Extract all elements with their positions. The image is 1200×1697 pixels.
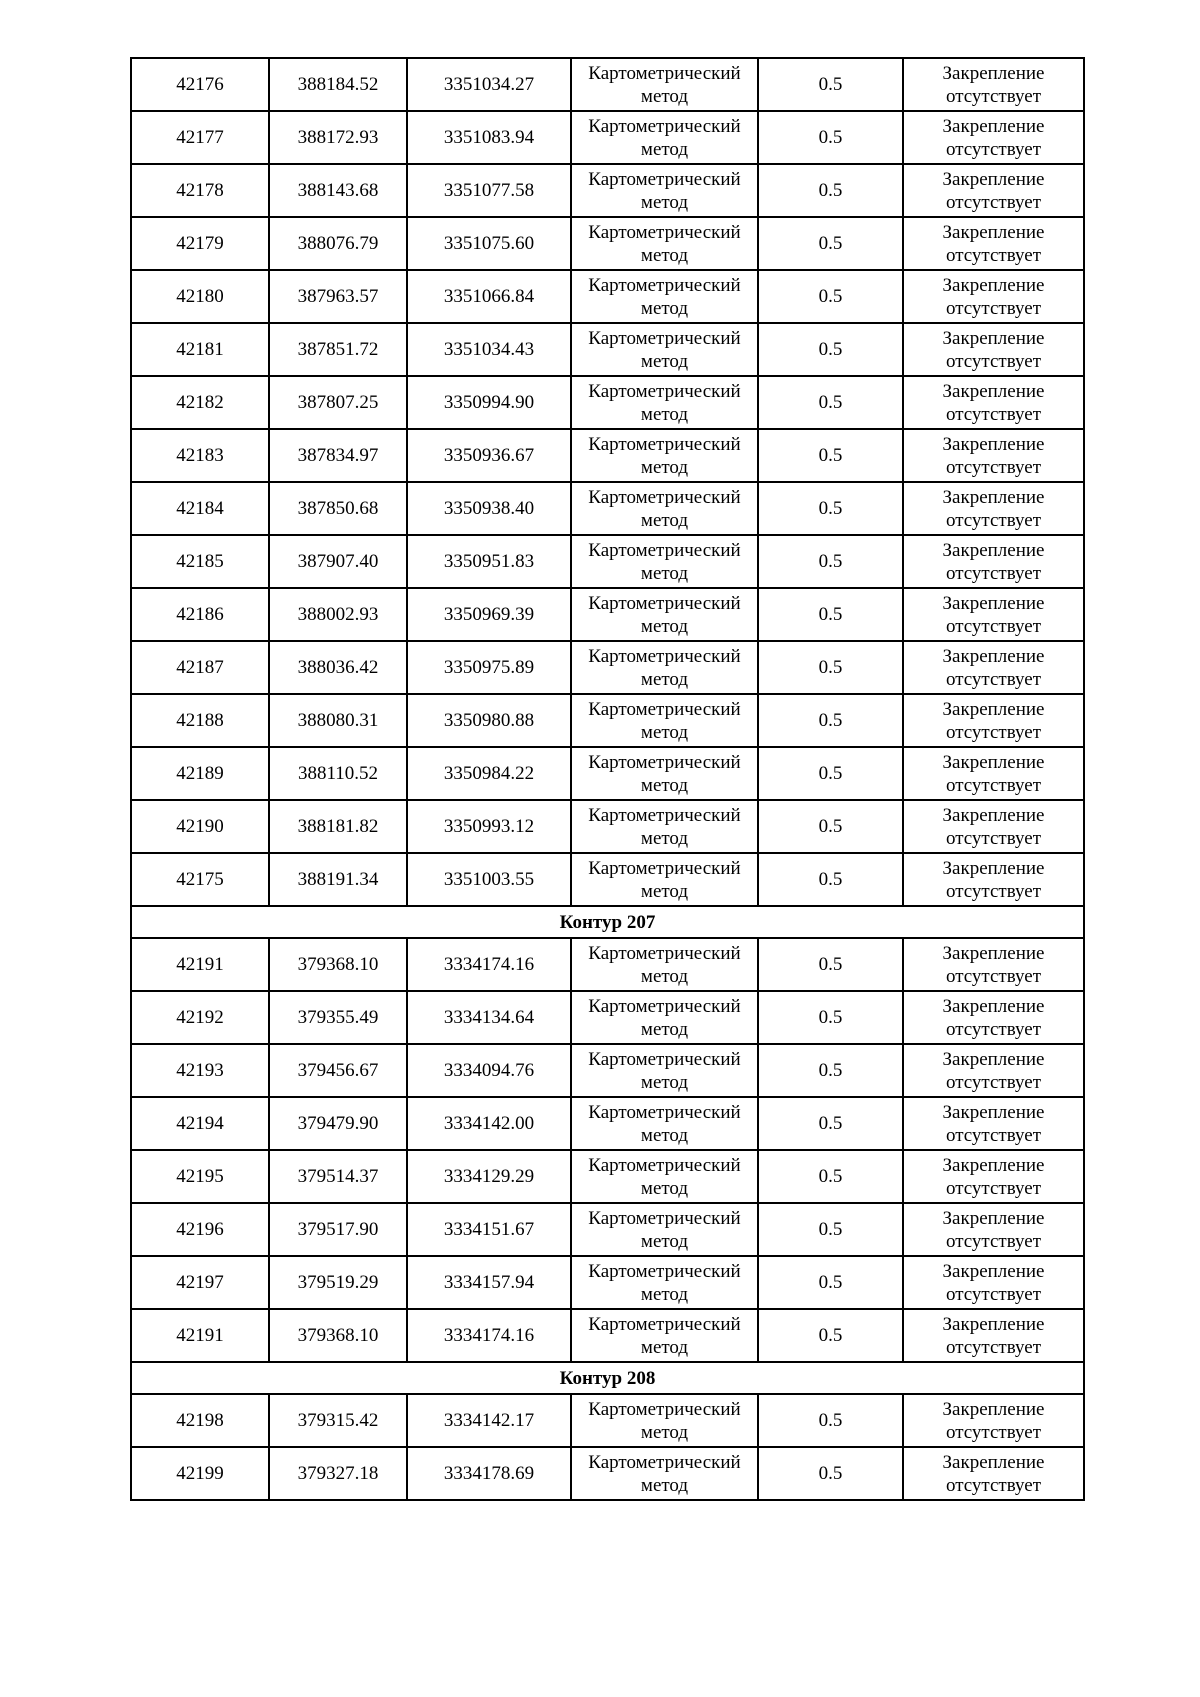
table-row: [131, 270, 1084, 323]
x-coordinate-cell: 387850.68: [269, 482, 407, 535]
y-coordinate-cell: 3350951.83: [407, 535, 571, 588]
fixing-cell: Закрепление отсутствует: [903, 938, 1084, 991]
y-coordinate-cell: 3350980.88: [407, 694, 571, 747]
y-coordinate-cell: 3350936.67: [407, 429, 571, 482]
precision-cell: 0.5: [758, 1309, 903, 1362]
table-row: [131, 641, 1084, 694]
fixing-cell: Закрепление отсутствует: [903, 1394, 1084, 1447]
precision-cell: 0.5: [758, 1203, 903, 1256]
x-coordinate-cell: 387807.25: [269, 376, 407, 429]
x-coordinate-cell: 379479.90: [269, 1097, 407, 1150]
table-row: [131, 535, 1084, 588]
method-cell: Картометрический метод: [571, 376, 758, 429]
method-cell: Картометрический метод: [571, 535, 758, 588]
point-id-cell: 42196: [131, 1203, 269, 1256]
method-cell: Картометрический метод: [571, 1097, 758, 1150]
table-row: [131, 588, 1084, 641]
point-id-cell: 42179: [131, 217, 269, 270]
fixing-cell: Закрепление отсутствует: [903, 853, 1084, 906]
fixing-cell: Закрепление отсутствует: [903, 58, 1084, 111]
precision-cell: 0.5: [758, 1150, 903, 1203]
fixing-cell: Закрепление отсутствует: [903, 1150, 1084, 1203]
precision-cell: 0.5: [758, 58, 903, 111]
precision-cell: 0.5: [758, 1256, 903, 1309]
point-id-cell: 42194: [131, 1097, 269, 1150]
method-cell: Картометрический метод: [571, 991, 758, 1044]
point-id-cell: 42191: [131, 1309, 269, 1362]
table-row: [131, 1203, 1084, 1256]
y-coordinate-cell: 3334151.67: [407, 1203, 571, 1256]
fixing-cell: Закрепление отсутствует: [903, 1447, 1084, 1500]
method-cell: Картометрический метод: [571, 1203, 758, 1256]
x-coordinate-cell: 379368.10: [269, 938, 407, 991]
table-row: [131, 991, 1084, 1044]
method-cell: Картометрический метод: [571, 1447, 758, 1500]
y-coordinate-cell: 3334134.64: [407, 991, 571, 1044]
y-coordinate-cell: 3334142.17: [407, 1394, 571, 1447]
point-id-cell: 42189: [131, 747, 269, 800]
precision-cell: 0.5: [758, 588, 903, 641]
y-coordinate-cell: 3334157.94: [407, 1256, 571, 1309]
precision-cell: 0.5: [758, 800, 903, 853]
fixing-cell: Закрепление отсутствует: [903, 1203, 1084, 1256]
y-coordinate-cell: 3351083.94: [407, 111, 571, 164]
fixing-cell: Закрепление отсутствует: [903, 1309, 1084, 1362]
fixing-cell: Закрепление отсутствует: [903, 747, 1084, 800]
table-row: [131, 694, 1084, 747]
table-row: [131, 853, 1084, 906]
point-id-cell: 42188: [131, 694, 269, 747]
point-id-cell: 42191: [131, 938, 269, 991]
y-coordinate-cell: 3350994.90: [407, 376, 571, 429]
point-id-cell: 42187: [131, 641, 269, 694]
point-id-cell: 42192: [131, 991, 269, 1044]
point-id-cell: 42175: [131, 853, 269, 906]
method-cell: Картометрический метод: [571, 270, 758, 323]
precision-cell: 0.5: [758, 164, 903, 217]
table-row: [131, 1097, 1084, 1150]
method-cell: Картометрический метод: [571, 694, 758, 747]
fixing-cell: Закрепление отсутствует: [903, 164, 1084, 217]
point-id-cell: 42199: [131, 1447, 269, 1500]
point-id-cell: 42184: [131, 482, 269, 535]
fixing-cell: Закрепление отсутствует: [903, 323, 1084, 376]
method-cell: Картометрический метод: [571, 111, 758, 164]
table-row: [131, 1309, 1084, 1362]
method-cell: Картометрический метод: [571, 588, 758, 641]
y-coordinate-cell: 3350938.40: [407, 482, 571, 535]
x-coordinate-cell: 379514.37: [269, 1150, 407, 1203]
table-row: [131, 1150, 1084, 1203]
x-coordinate-cell: 379355.49: [269, 991, 407, 1044]
table-row: [131, 429, 1084, 482]
contour-title: Контур 207: [131, 906, 1084, 938]
precision-cell: 0.5: [758, 641, 903, 694]
method-cell: Картометрический метод: [571, 429, 758, 482]
coordinates-table-body: [131, 58, 1084, 1500]
fixing-cell: Закрепление отсутствует: [903, 1044, 1084, 1097]
point-id-cell: 42180: [131, 270, 269, 323]
method-cell: Картометрический метод: [571, 1394, 758, 1447]
point-id-cell: 42176: [131, 58, 269, 111]
point-id-cell: 42186: [131, 588, 269, 641]
y-coordinate-cell: 3334178.69: [407, 1447, 571, 1500]
table-row: [131, 323, 1084, 376]
x-coordinate-cell: 388076.79: [269, 217, 407, 270]
fixing-cell: Закрепление отсутствует: [903, 429, 1084, 482]
x-coordinate-cell: 388172.93: [269, 111, 407, 164]
method-cell: Картометрический метод: [571, 853, 758, 906]
table-row: [131, 111, 1084, 164]
fixing-cell: Закрепление отсутствует: [903, 1097, 1084, 1150]
x-coordinate-cell: 387963.57: [269, 270, 407, 323]
method-cell: Картометрический метод: [571, 800, 758, 853]
fixing-cell: Закрепление отсутствует: [903, 111, 1084, 164]
table-row: [131, 1256, 1084, 1309]
point-id-cell: 42183: [131, 429, 269, 482]
x-coordinate-cell: 388036.42: [269, 641, 407, 694]
table-row: [131, 164, 1084, 217]
x-coordinate-cell: 388184.52: [269, 58, 407, 111]
precision-cell: 0.5: [758, 111, 903, 164]
point-id-cell: 42181: [131, 323, 269, 376]
precision-cell: 0.5: [758, 747, 903, 800]
fixing-cell: Закрепление отсутствует: [903, 991, 1084, 1044]
method-cell: Картометрический метод: [571, 164, 758, 217]
method-cell: Картометрический метод: [571, 1150, 758, 1203]
fixing-cell: Закрепление отсутствует: [903, 535, 1084, 588]
y-coordinate-cell: 3350969.39: [407, 588, 571, 641]
y-coordinate-cell: 3351077.58: [407, 164, 571, 217]
method-cell: Картометрический метод: [571, 1256, 758, 1309]
table-row: [131, 58, 1084, 111]
fixing-cell: Закрепление отсутствует: [903, 641, 1084, 694]
table-row: [131, 1394, 1084, 1447]
y-coordinate-cell: 3334174.16: [407, 1309, 571, 1362]
x-coordinate-cell: 387834.97: [269, 429, 407, 482]
y-coordinate-cell: 3351034.27: [407, 58, 571, 111]
table-row: [131, 217, 1084, 270]
precision-cell: 0.5: [758, 535, 903, 588]
point-id-cell: 42178: [131, 164, 269, 217]
precision-cell: 0.5: [758, 1394, 903, 1447]
fixing-cell: Закрепление отсутствует: [903, 376, 1084, 429]
precision-cell: 0.5: [758, 1044, 903, 1097]
method-cell: Картометрический метод: [571, 1309, 758, 1362]
x-coordinate-cell: 379519.29: [269, 1256, 407, 1309]
precision-cell: 0.5: [758, 694, 903, 747]
x-coordinate-cell: 388143.68: [269, 164, 407, 217]
precision-cell: 0.5: [758, 429, 903, 482]
x-coordinate-cell: 379327.18: [269, 1447, 407, 1500]
method-cell: Картометрический метод: [571, 58, 758, 111]
point-id-cell: 42193: [131, 1044, 269, 1097]
y-coordinate-cell: 3350975.89: [407, 641, 571, 694]
precision-cell: 0.5: [758, 376, 903, 429]
precision-cell: 0.5: [758, 217, 903, 270]
x-coordinate-cell: 387851.72: [269, 323, 407, 376]
y-coordinate-cell: 3351075.60: [407, 217, 571, 270]
table-row: [131, 938, 1084, 991]
fixing-cell: Закрепление отсутствует: [903, 588, 1084, 641]
table-row: [131, 1447, 1084, 1500]
y-coordinate-cell: 3334094.76: [407, 1044, 571, 1097]
x-coordinate-cell: 379315.42: [269, 1394, 407, 1447]
precision-cell: 0.5: [758, 270, 903, 323]
method-cell: Картометрический метод: [571, 482, 758, 535]
method-cell: Картометрический метод: [571, 1044, 758, 1097]
contour-header-row: [131, 1362, 1084, 1394]
table-row: [131, 747, 1084, 800]
contour-title: Контур 208: [131, 1362, 1084, 1394]
contour-header-row: [131, 906, 1084, 938]
fixing-cell: Закрепление отсутствует: [903, 800, 1084, 853]
x-coordinate-cell: 388191.34: [269, 853, 407, 906]
point-id-cell: 42177: [131, 111, 269, 164]
precision-cell: 0.5: [758, 991, 903, 1044]
table-row: [131, 800, 1084, 853]
y-coordinate-cell: 3350984.22: [407, 747, 571, 800]
point-id-cell: 42185: [131, 535, 269, 588]
table-row: [131, 376, 1084, 429]
precision-cell: 0.5: [758, 323, 903, 376]
fixing-cell: Закрепление отсутствует: [903, 270, 1084, 323]
fixing-cell: Закрепление отсутствует: [903, 694, 1084, 747]
x-coordinate-cell: 388080.31: [269, 694, 407, 747]
point-id-cell: 42197: [131, 1256, 269, 1309]
x-coordinate-cell: 379517.90: [269, 1203, 407, 1256]
y-coordinate-cell: 3350993.12: [407, 800, 571, 853]
fixing-cell: Закрепление отсутствует: [903, 1256, 1084, 1309]
y-coordinate-cell: 3334142.00: [407, 1097, 571, 1150]
method-cell: Картометрический метод: [571, 938, 758, 991]
x-coordinate-cell: 388110.52: [269, 747, 407, 800]
precision-cell: 0.5: [758, 1097, 903, 1150]
x-coordinate-cell: 388181.82: [269, 800, 407, 853]
fixing-cell: Закрепление отсутствует: [903, 217, 1084, 270]
fixing-cell: Закрепление отсутствует: [903, 482, 1084, 535]
point-id-cell: 42198: [131, 1394, 269, 1447]
method-cell: Картометрический метод: [571, 747, 758, 800]
table-row: [131, 482, 1084, 535]
x-coordinate-cell: 388002.93: [269, 588, 407, 641]
y-coordinate-cell: 3351066.84: [407, 270, 571, 323]
y-coordinate-cell: 3351003.55: [407, 853, 571, 906]
y-coordinate-cell: 3334174.16: [407, 938, 571, 991]
precision-cell: 0.5: [758, 1447, 903, 1500]
method-cell: Картометрический метод: [571, 323, 758, 376]
method-cell: Картометрический метод: [571, 641, 758, 694]
x-coordinate-cell: 387907.40: [269, 535, 407, 588]
table-row: [131, 1044, 1084, 1097]
point-id-cell: 42182: [131, 376, 269, 429]
method-cell: Картометрический метод: [571, 217, 758, 270]
y-coordinate-cell: 3351034.43: [407, 323, 571, 376]
x-coordinate-cell: 379456.67: [269, 1044, 407, 1097]
point-id-cell: 42190: [131, 800, 269, 853]
precision-cell: 0.5: [758, 938, 903, 991]
x-coordinate-cell: 379368.10: [269, 1309, 407, 1362]
precision-cell: 0.5: [758, 853, 903, 906]
y-coordinate-cell: 3334129.29: [407, 1150, 571, 1203]
precision-cell: 0.5: [758, 482, 903, 535]
coordinates-table: [130, 57, 1085, 1501]
point-id-cell: 42195: [131, 1150, 269, 1203]
